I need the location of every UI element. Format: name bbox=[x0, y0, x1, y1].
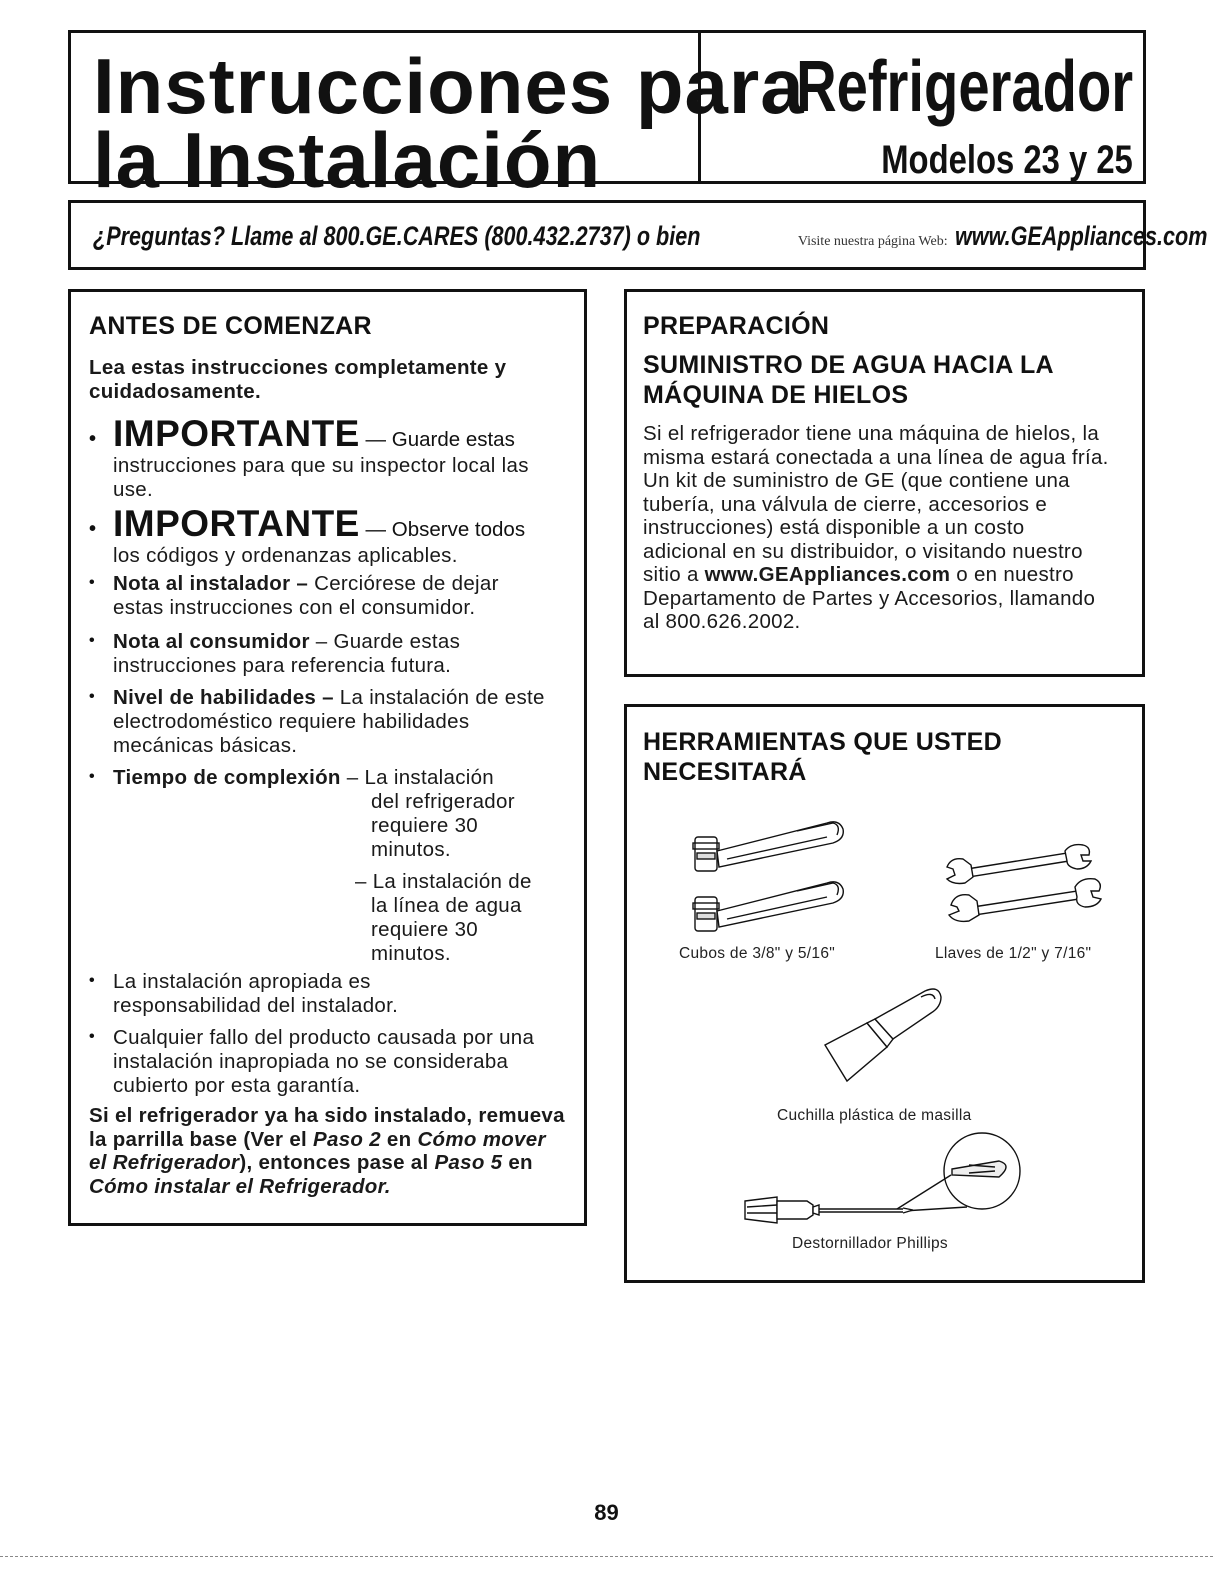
bullet-icon: • bbox=[89, 768, 95, 785]
bullet-icon: • bbox=[89, 518, 97, 540]
title-line-2: la Instalación bbox=[93, 116, 602, 204]
preparacion-section bbox=[624, 289, 1145, 677]
tiempo-dash-1: – La instalación bbox=[340, 766, 495, 789]
nivel-habilidades bbox=[113, 686, 573, 758]
product-title: Refrigerador bbox=[795, 47, 1133, 127]
prep-website-link[interactable]: www.GEAppliances.com bbox=[704, 563, 951, 586]
title-block bbox=[68, 30, 805, 204]
nivel-label: Nivel de habilidades – bbox=[113, 686, 334, 709]
caption-llaves: Llaves de 1/2" y 7/16" bbox=[935, 945, 1092, 962]
tiempo-dash-2: – La instalación de bbox=[355, 870, 532, 893]
website-link[interactable]: www.GEAppliances.com bbox=[955, 221, 1208, 251]
product-block bbox=[698, 30, 1146, 184]
fallo-producto: Cualquier fallo del producto causada por una instalación inapropiada no se consideraba cubierto por esta garantía. bbox=[113, 1026, 535, 1097]
tiempo-text-1: del refrigerador requiere 30 minutos. bbox=[371, 790, 515, 861]
closing-como-instalar: Cómo instalar el Refrigerador. bbox=[89, 1174, 391, 1198]
intro-text: Lea estas instrucciones completamente y cuidadosamente. bbox=[89, 356, 507, 403]
nota-consumidor bbox=[113, 630, 533, 678]
section-heading: HERRAMIENTAS QUE USTED NECESITARÁ bbox=[643, 728, 1002, 786]
closing-note bbox=[89, 1104, 569, 1198]
instalacion-apropiada: La instalación apropiada es responsabilidad del instalador. bbox=[113, 970, 399, 1017]
antes-de-comenzar-section bbox=[68, 289, 587, 1226]
section-heading: ANTES DE COMENZAR bbox=[89, 312, 372, 340]
socket-wrench-icon bbox=[687, 815, 857, 945]
nota-instalador-text: Cerciórese de dejar estas instrucciones con el consumidor. bbox=[113, 572, 499, 619]
tiempo-label: Tiempo de complexión bbox=[113, 766, 341, 789]
closing-a: Si el refrigerador ya ha sido instalado, remueva la parrilla base (Ver el bbox=[89, 1104, 565, 1151]
bullet-icon: • bbox=[89, 1028, 95, 1045]
phillips-screwdriver-icon bbox=[737, 1131, 1037, 1241]
closing-como-mover: Cómo mover el Refrigerador bbox=[89, 1127, 546, 1174]
page-number: 89 bbox=[594, 1500, 619, 1525]
section-heading: PREPARACIÓN bbox=[643, 312, 830, 340]
questions-phone: ¿Preguntas? Llame al 800.GE.CARES (800.432.2737) o bien bbox=[93, 221, 701, 251]
nota-consumidor-label: Nota al consumidor bbox=[113, 630, 310, 653]
prep-text-a: Si el refrigerador tiene una máquina de hielos, la misma estará conectada a una línea de agua fría. Un kit de suministro de GE (que contiene una tubería, una válvula de cierre, accesorios e instrucciones) está disponible a un costo adicional en su distribuidor, o visitando nuestro sitio a bbox=[643, 422, 1109, 586]
closing-b: en bbox=[380, 1127, 418, 1151]
bullet-icon: • bbox=[89, 574, 95, 591]
prep-text bbox=[643, 422, 1113, 634]
questions-bar bbox=[68, 200, 1208, 270]
bottom-rule bbox=[0, 1556, 1213, 1557]
nota-instalador-label: Nota al instalador – bbox=[113, 572, 309, 595]
tiempo-text-2: la línea de agua requiere 30 minutos. bbox=[371, 894, 522, 965]
bullet-icon: • bbox=[89, 688, 95, 705]
closing-paso-2: Paso 2 bbox=[313, 1127, 381, 1151]
bullet-icon: • bbox=[89, 632, 95, 649]
caption-destornillador: Destornillador Phillips bbox=[792, 1235, 948, 1252]
herramientas-section bbox=[624, 704, 1145, 1283]
nivel-text: La instalación de este electrodoméstico requiere habilidades mecánicas básicas. bbox=[113, 686, 545, 757]
tiempo-line bbox=[113, 766, 494, 790]
nota-consumidor-text: – Guarde estas instrucciones para referencia futura. bbox=[113, 630, 461, 677]
title-line-1: Instrucciones para bbox=[93, 42, 805, 130]
open-end-wrench-icon bbox=[937, 837, 1107, 937]
important-text-2: — Observe todos bbox=[359, 518, 526, 541]
visit-text: Visite nuestra página Web: bbox=[797, 234, 948, 249]
prep-text-b: o en nuestro Departamento de Partes y Accesorios, llamando al 800.626.2002. bbox=[643, 563, 1096, 633]
closing-d: en bbox=[502, 1151, 533, 1174]
nota-instalador bbox=[113, 572, 543, 620]
important-label-2: IMPORTANTE bbox=[113, 503, 360, 544]
caption-cubos: Cubos de 3/8" y 5/16" bbox=[679, 945, 836, 962]
subsection-heading: SUMINISTRO DE AGUA HACIA LA MÁQUINA DE HIELOS bbox=[643, 351, 1053, 409]
closing-c: ), entonces pase al bbox=[239, 1151, 435, 1174]
closing-paso-5: Paso 5 bbox=[434, 1151, 503, 1174]
bullet-icon: • bbox=[89, 972, 95, 989]
caption-cuchilla: Cuchilla plástica de masilla bbox=[777, 1107, 972, 1124]
important-label-1: IMPORTANTE bbox=[113, 413, 360, 454]
important-cont-1: instrucciones para que su inspector local las use. bbox=[113, 454, 529, 501]
important-text-1: — Guarde estas bbox=[359, 428, 515, 451]
putty-knife-icon bbox=[817, 985, 947, 1095]
bullet-icon: • bbox=[89, 428, 97, 450]
models-subtitle: Modelos 23 y 25 bbox=[881, 138, 1133, 182]
important-cont-2: los códigos y ordenanzas aplicables. bbox=[113, 544, 458, 567]
